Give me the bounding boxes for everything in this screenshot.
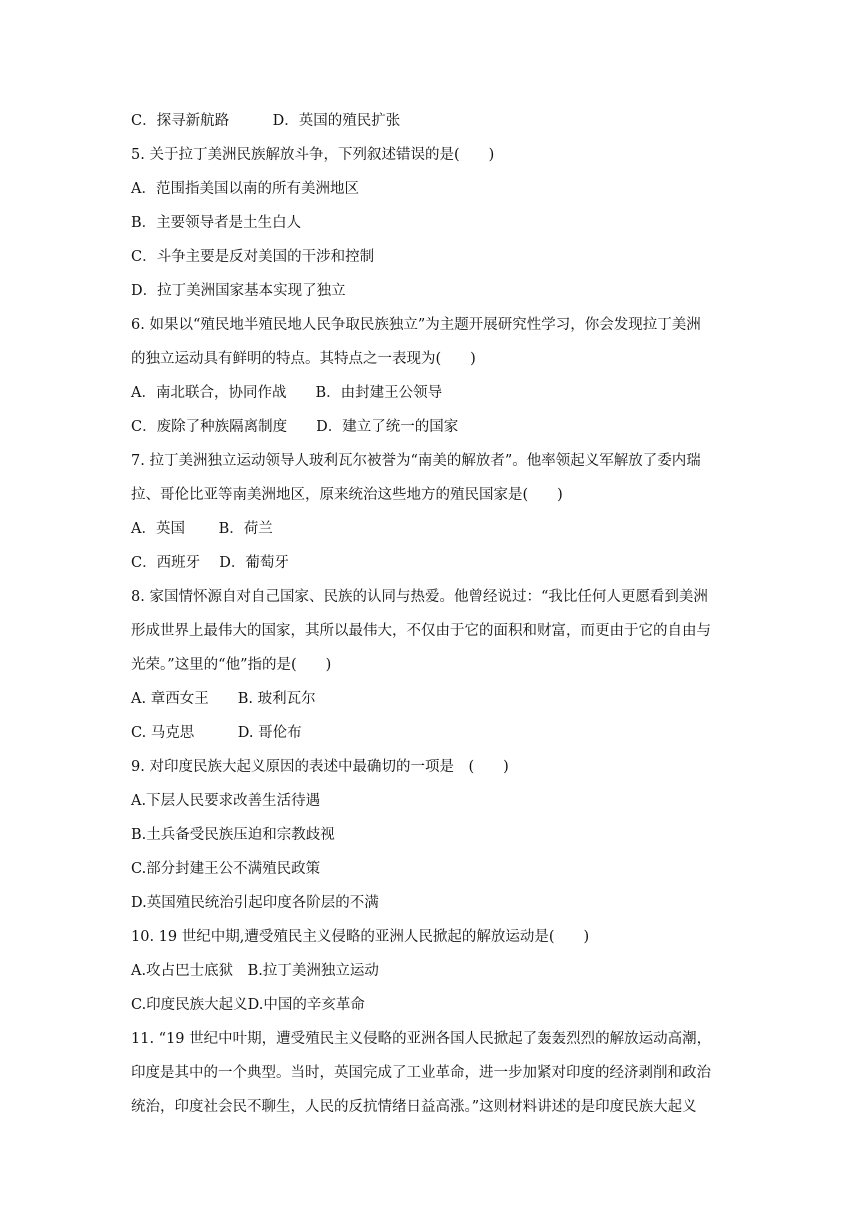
question-8-stem: 形成世界上最伟大的国家，其所以最伟大，不仅由于它的面积和财富，而更由于它的自由与 (131, 623, 711, 639)
option-line: C．斗争主要是反对美国的干涉和控制 (131, 249, 375, 265)
option-line: B.土兵备受民族压迫和宗教歧视 (131, 827, 335, 843)
option-line: A.攻占巴士底狱 B.拉丁美洲独立运动 (131, 963, 379, 979)
question-11-stem: 统治，印度社会民不聊生，人民的反抗情绪日益高涨。”这则材料讲述的是印度民族大起义 (131, 1099, 697, 1115)
question-8-stem: 光荣。”这里的“他”指的是( ) (131, 657, 332, 673)
option-line: C．探寻新航路 D．英国的殖民扩张 (131, 113, 401, 129)
option-line: C．废除了种族隔离制度 D．建立了统一的国家 (131, 419, 459, 435)
question-6-stem: 的独立运动具有鲜明的特点。其特点之一表现为( ) (131, 351, 476, 367)
option-line: A．英国 B．荷兰 (131, 521, 273, 537)
option-line: C.印度民族大起义D.中国的辛亥革命 (131, 997, 365, 1013)
option-line: A．范围指美国以南的所有美洲地区 (131, 181, 359, 197)
option-line: A．南北联合，协同作战 B．由封建王公领导 (131, 385, 443, 401)
question-7-stem: 7. 拉丁美洲独立运动领导人玻利瓦尔被誉为“南美的解放者”。他率领起义军解放了委内瑞 (131, 453, 701, 469)
question-9-stem: 9. 对印度民族大起义原因的表述中最确切的一项是 ( ) (131, 759, 509, 775)
option-line: D.英国殖民统治引起印度各阶层的不满 (131, 895, 379, 911)
option-line: C. 马克思 D. 哥伦布 (131, 725, 302, 741)
option-line: B．主要领导者是土生白人 (131, 215, 302, 231)
question-8-stem: 8. 家国情怀源自对自己国家、民族的认同与热爱。他曾经说过：“我比任何人更愿看到美洲 (131, 589, 708, 605)
question-10-stem: 10. 19 世纪中期,遭受殖民主义侵略的亚洲人民掀起的解放运动是( ) (131, 929, 590, 945)
question-6-stem: 6. 如果以“殖民地半殖民地人民争取民族独立”为主题开展研究性学习，你会发现拉丁美洲 (131, 317, 701, 333)
option-line: C．西班牙 D．葡萄牙 (131, 555, 289, 571)
option-line: A.下层人民要求改善生活待遇 (131, 793, 321, 809)
option-line: D．拉丁美洲国家基本实现了独立 (131, 283, 346, 299)
option-line: C.部分封建王公不满殖民政策 (131, 861, 321, 877)
question-7-stem: 拉、哥伦比亚等南美洲地区，原来统治这些地方的殖民国家是( ) (131, 487, 563, 503)
question-5-stem: 5. 关于拉丁美洲民族解放斗争，下列叙述错误的是( ) (131, 147, 495, 163)
option-line: A. 章西女王 B. 玻利瓦尔 (131, 691, 316, 707)
question-11-stem: 印度是其中的一个典型。当时，英国完成了工业革命，进一步加紧对印度的经济剥削和政治 (131, 1065, 711, 1081)
question-11-stem: 11. “19 世纪中叶期，遭受殖民主义侵略的亚洲各国人民掀起了轰轰烈烈的解放运动高潮， (131, 1031, 712, 1047)
